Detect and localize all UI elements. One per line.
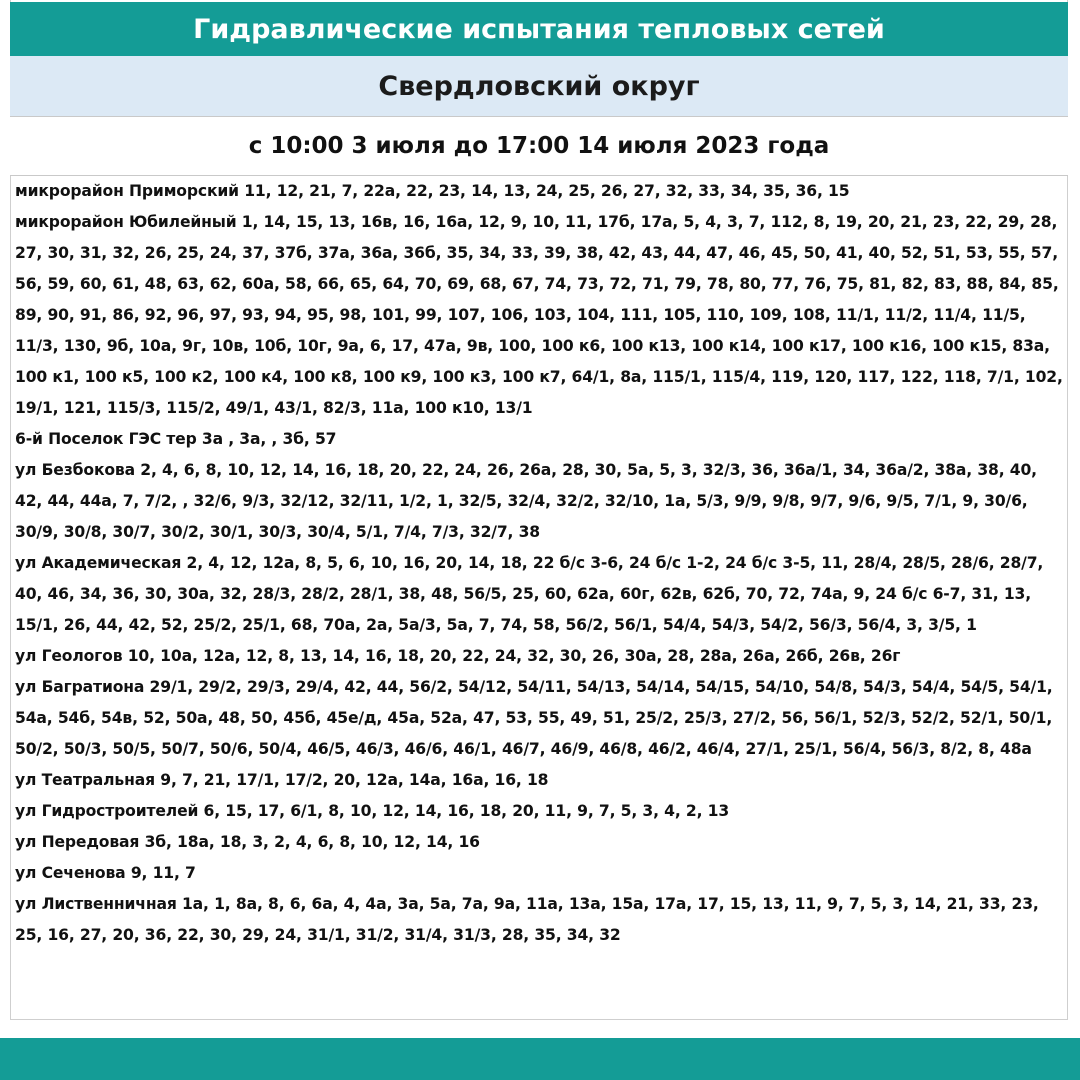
footer-bar [0,1038,1080,1080]
address-entry-sechenova: ул Сеченова 9, 11, 7 [15,864,196,882]
address-list [15,176,1067,951]
address-entry-teatralnaya: ул Театральная 9, 7, 21, 17/1, 17/2, 20, 12а, 14а, 16а, 16, 18 [15,771,549,789]
address-entry-geologov: ул Геологов 10, 10а, 12а, 12, 8, 13, 14, 16, 18, 20, 22, 24, 32, 30, 26, 30а, 28, 28а, 26а, 26б, 26в, 26г [15,647,901,665]
address-entry-bagrationa: ул Багратиона 29/1, 29/2, 29/3, 29/4, 42, 44, 56/2, 54/12, 54/11, 54/13, 54/14, 54/15, 54/10, 54/8, 54/3, 54/4, 54/5, 54/1, 54а, 54б, 54в, 52, 50а, 48, 50, 45б, 45е/д, 45а, 52а, 47, 53, 55, 49, 51, 25/2, 25/3, 27/2, 56, 56/1, 52/3, 52/2, 52/1, 50/1, 50/2, 50/3, 50/5, 50/7, 50/6, 50/4, 46/5, 46/3, 46/6, 46/1, 46/7, 46/9, 46/8, 46/2, 46/4, 27/1, 25/1, 56/4, 56/3, 8/2, 8, 48а [15,678,1053,758]
district-heading: Свердловский округ [10,56,1068,117]
address-entry-yubileyny: микрорайон Юбилейный 1, 14, 15, 13, 16в, 16, 16а, 12, 9, 10, 11, 17б, 17а, 5, 4, 3, 7, 112, 8, 19, 20, 21, 23, 22, 29, 28, 27, 30, 31, 32, 26, 25, 24, 37, 37б, 37а, 36а, 36б, 35, 34, 33, 39, 38, 42, 43, 44, 47, 46, 45, 50, 41, 40, 52, 51, 53, 55, 57, 56, 59, 60, 61, 48, 63, 62, 60а, 58, 66, 65, 64, 70, 69, 68, 67, 74, 73, 72, 71, 79, 78, 80, 77, 76, 75, 81, 82, 83, 88, 84, 85, 89, 90, 91, 86, 92, 96, 97, 93, 94, 95, 98, 101, 99, 107, 106, 103, 104, 111, 105, 110, 109, 108, 11/1, 11/2, 11/4, 11/5, 11/3, 130, 9б, 10а, 9г, 10в, 10б, 10г, 9а, 6, 17, 47а, 9в, 100, 100 к6, 100 к13, 100 к14, 100 к17, 100 к16, 100 к15, 83а, 100 к1, 100 к5, 100 к2, 100 к4, 100 к8, 100 к9, 100 к3, 100 к7, 64/1, 8а, 115/1, 115/4, 119, 120, 117, 122, 118, 7/1, 102, 19/1, 121, 115/3, 115/2, 49/1, 43/1, 82/3, 11а, 100 к10, 13/1 [15,213,1063,417]
address-entry-peredovaya: ул Передовая 3б, 18а, 18, 3, 2, 4, 6, 8, 10, 12, 14, 16 [15,833,480,851]
address-entry-primorsky: микрорайон Приморский 11, 12, 21, 7, 22а, 22, 23, 14, 13, 24, 25, 26, 27, 32, 33, 34, 35, 36, 15 [15,182,850,200]
address-entry-bezbokova: ул Безбокова 2, 4, 6, 8, 10, 12, 14, 16, 18, 20, 22, 24, 26, 26а, 28, 30, 5а, 5, 3, 32/3, 36, 36а/1, 34, 36а/2, 38а, 38, 40, 42, 44, 44а, 7, 7/2, , 32/6, 9/3, 32/12, 32/11, 1/2, 1, 32/5, 32/4, 32/2, 32/10, 1а, 5/3, 9/9, 9/8, 9/7, 9/6, 9/5, 7/1, 9, 30/6, 30/9, 30/8, 30/7, 30/2, 30/1, 30/3, 30/4, 5/1, 7/4, 7/3, 32/7, 38 [15,461,1037,541]
address-entry-gidrostroiteley: ул Гидростроителей 6, 15, 17, 6/1, 8, 10, 12, 14, 16, 18, 20, 11, 9, 7, 5, 3, 4, 2, 13 [15,802,730,820]
address-entry-akademicheskaya: ул Академическая 2, 4, 12, 12а, 8, 5, 6, 10, 16, 20, 14, 18, 22 б/с 3-6, 24 б/с 1-2, 24 б/с 3-5, 11, 28/4, 28/5, 28/6, 28/7, 40, 46, 34, 36, 30, 30а, 32, 28/3, 28/2, 28/1, 38, 48, 56/5, 25, 60, 62а, 60г, 62в, 62б, 70, 72, 74а, 9, 24 б/с 6-7, 31, 13, 15/1, 26, 44, 42, 52, 25/2, 25/1, 68, 70а, 2а, 5а/3, 5а, 7, 74, 58, 56/2, 56/1, 54/4, 54/3, 54/2, 56/3, 56/4, 3, 3/5, 1 [15,554,1044,634]
address-entry-ges-settlement: 6-й Поселок ГЭС тер 3а , 3а, , 3б, 57 [15,430,337,448]
page-title: Гидравлические испытания тепловых сетей [10,2,1068,56]
address-entry-listvennichnaya: ул Лиственничная 1а, 1, 8а, 8, 6, 6а, 4, 4а, 3а, 5а, 7а, 9а, 11а, 13а, 15а, 17а, 17, 15, 13, 11, 9, 7, 5, 3, 14, 21, 33, 23, 25, 16, 27, 20, 36, 22, 30, 29, 24, 31/1, 31/2, 31/4, 31/3, 28, 35, 34, 32 [15,895,1039,944]
period-heading: с 10:00 3 июля до 17:00 14 июля 2023 года [10,117,1068,176]
